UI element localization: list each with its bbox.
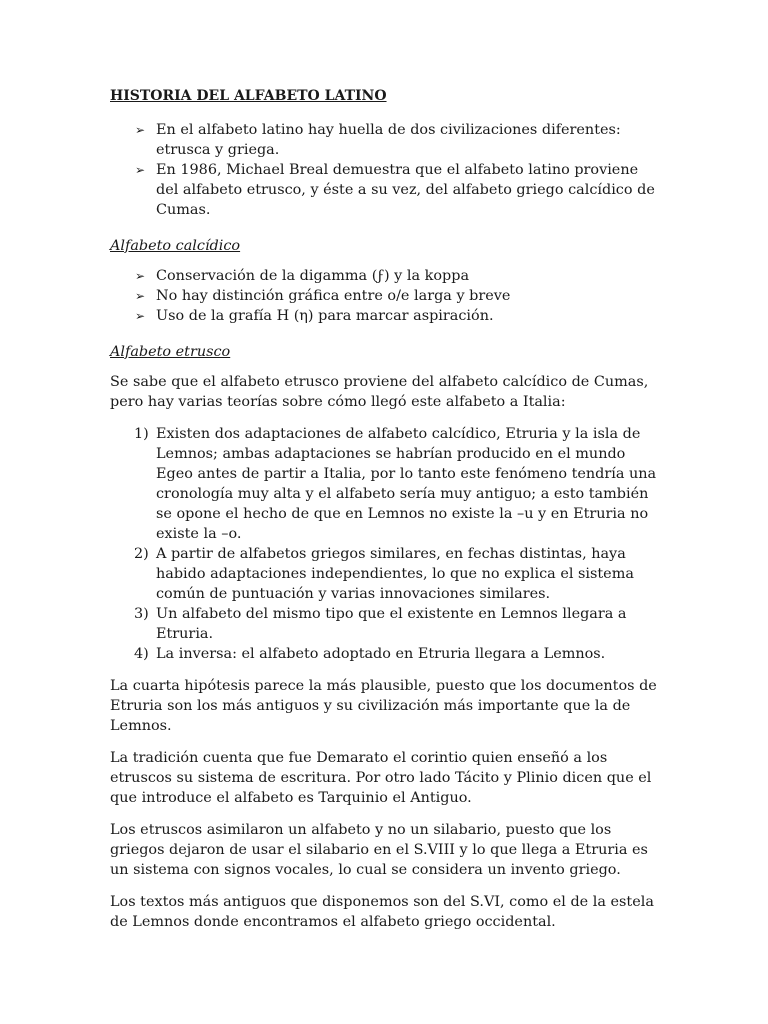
bullet-text: No hay distinción gráfica entre o/e larga y breve	[156, 288, 511, 304]
body-paragraph: La tradición cuenta que fue Demarato el corintio quien enseñó a los etruscos su sistema de escritura. Por otro lado Tácito y Plinio dicen que el que introduce el alfabeto es Tarquinio el Antiguo.	[110, 750, 652, 806]
bullet-text: Conservación de la digamma (ϝ) y la koppa	[156, 268, 470, 284]
body-paragraph: La cuarta hipótesis parece la más plausible, puesto que los documentos de Etruria son los más antiguos y su civilización más importante que la de Lemnos.	[110, 678, 657, 734]
theory-text: Un alfabeto del mismo tipo que el existente en Lemnos llegara a Etruria.	[156, 606, 627, 642]
theory-text: Existen dos adaptaciones de alfabeto calcídico, Etruria y la isla de Lemnos; ambas adaptaciones se habrían producido en el mundo Egeo antes de partir a Italia, por lo tanto este fenómeno tendría una cronología muy alta y el alfabeto sería muy antiguo; a esto también se opone el hecho de que en Lemnos no existe la –u y en Etruria no existe la –o.	[156, 426, 657, 542]
arrow-bullet-icon: ➢	[135, 123, 146, 137]
theory-text: La inversa: el alfabeto adoptado en Etruria llegara a Lemnos.	[156, 646, 606, 662]
arrow-bullet-icon: ➢	[135, 163, 146, 177]
etrusco-intro-paragraph: Se sabe que el alfabeto etrusco proviene del alfabeto calcídico de Cumas, pero hay varias teorías sobre cómo llegó este alfabeto a Italia:	[110, 374, 649, 410]
list-item	[110, 644, 660, 664]
list-item	[110, 120, 660, 160]
theory-text: A partir de alfabetos griegos similares, en fechas distintas, haya habido adaptaciones independientes, lo que no explica el sistema común de puntuación y varias innovaciones similares.	[156, 546, 634, 602]
list-item	[110, 266, 660, 286]
bullet-text: En 1986, Michael Breal demuestra que el alfabeto latino proviene del alfabeto etrusco, y éste a su vez, del alfabeto griego calcídico de Cumas.	[156, 162, 655, 218]
list-number: 2)	[134, 546, 149, 562]
arrow-bullet-icon: ➢	[135, 269, 146, 283]
theories-list	[110, 424, 660, 664]
body-paragraph: Los textos más antiguos que disponemos son del S.VI, como el de la estela de Lemnos donde encontramos el alfabeto griego occidental.	[110, 894, 654, 930]
arrow-bullet-icon: ➢	[135, 289, 146, 303]
list-number: 4)	[134, 646, 149, 662]
document-page	[110, 86, 660, 944]
bullet-text: En el alfabeto latino hay huella de dos civilizaciones diferentes: etrusca y griega.	[156, 122, 621, 158]
list-item	[110, 160, 660, 220]
calcidico-bullet-list	[110, 266, 660, 326]
list-number: 1)	[134, 426, 149, 442]
document-title: HISTORIA DEL ALFABETO LATINO	[110, 88, 387, 104]
bullet-text: Uso de la grafía H (η) para marcar aspiración.	[156, 308, 494, 324]
list-item	[110, 544, 660, 604]
arrow-bullet-icon: ➢	[135, 309, 146, 323]
list-item	[110, 424, 660, 544]
section-heading-etrusco: Alfabeto etrusco	[110, 344, 231, 360]
list-item	[110, 604, 660, 644]
intro-bullet-list	[110, 120, 660, 220]
list-item	[110, 306, 660, 326]
list-item	[110, 286, 660, 306]
list-number: 3)	[134, 606, 149, 622]
section-heading-calcidico: Alfabeto calcídico	[110, 238, 241, 254]
body-paragraph: Los etruscos asimilaron un alfabeto y no un silabario, puesto que los griegos dejaron de usar el silabario en el S.VIII y lo que llega a Etruria es un sistema con signos vocales, lo cual se considera un invento griego.	[110, 822, 648, 878]
